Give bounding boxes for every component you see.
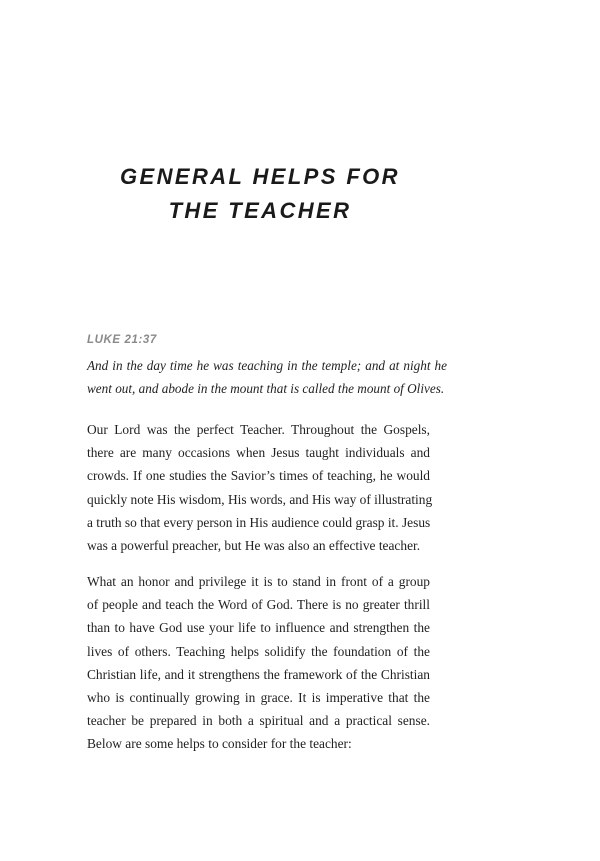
paragraph-line: crowds. If one studies the Savior’s times of teaching, he would: [87, 468, 430, 484]
verse-line: went out, and abode in the mount that is called the mount of Olives.: [87, 381, 445, 396]
verse-reference: LUKE 21:37: [87, 334, 157, 346]
paragraph-line: Below are some helps to consider for the teacher:: [87, 736, 352, 752]
paragraph-2: [87, 570, 430, 756]
chapter-title-line-2: THE TEACHER: [168, 198, 352, 223]
verse-line: And in the day time he was teaching in the temple; and at night he: [87, 358, 447, 373]
paragraph-line: was a powerful preacher, but He was also an effective teacher.: [87, 538, 421, 554]
paragraph-1: [87, 418, 433, 557]
paragraph-line: Our Lord was the perfect Teacher. Throughout the Gospels,: [87, 422, 430, 437]
verse-quote: [87, 354, 447, 400]
paragraph-line: What an honor and privilege it is to stand in front of a group: [87, 574, 430, 589]
paragraph-line: than to have God use your life to influence and strengthen the: [87, 620, 430, 636]
paragraph-line: Christian life, and it strengthens the framework of the Christian: [87, 666, 430, 682]
paragraph-line: of people and teach the Word of God. There is no greater thrill: [87, 597, 430, 613]
chapter-title: [0, 160, 520, 240]
chapter-title-line-1: GENERAL HELPS FOR: [120, 164, 400, 189]
paragraph-line: there are many occasions when Jesus taught individuals and: [87, 445, 430, 461]
paragraph-line: teacher be prepared in both a spiritual and a practical sense.: [87, 713, 430, 729]
paragraph-line: a truth so that every person in His audience could grasp it. Jesus: [87, 514, 431, 530]
paragraph-line: lives of others. Teaching helps solidify the foundation of the: [87, 643, 430, 659]
paragraph-line: who is continually growing in grace. It is imperative that the: [87, 690, 430, 706]
paragraph-line: quickly note His wisdom, His words, and His way of illustrating: [87, 491, 433, 507]
